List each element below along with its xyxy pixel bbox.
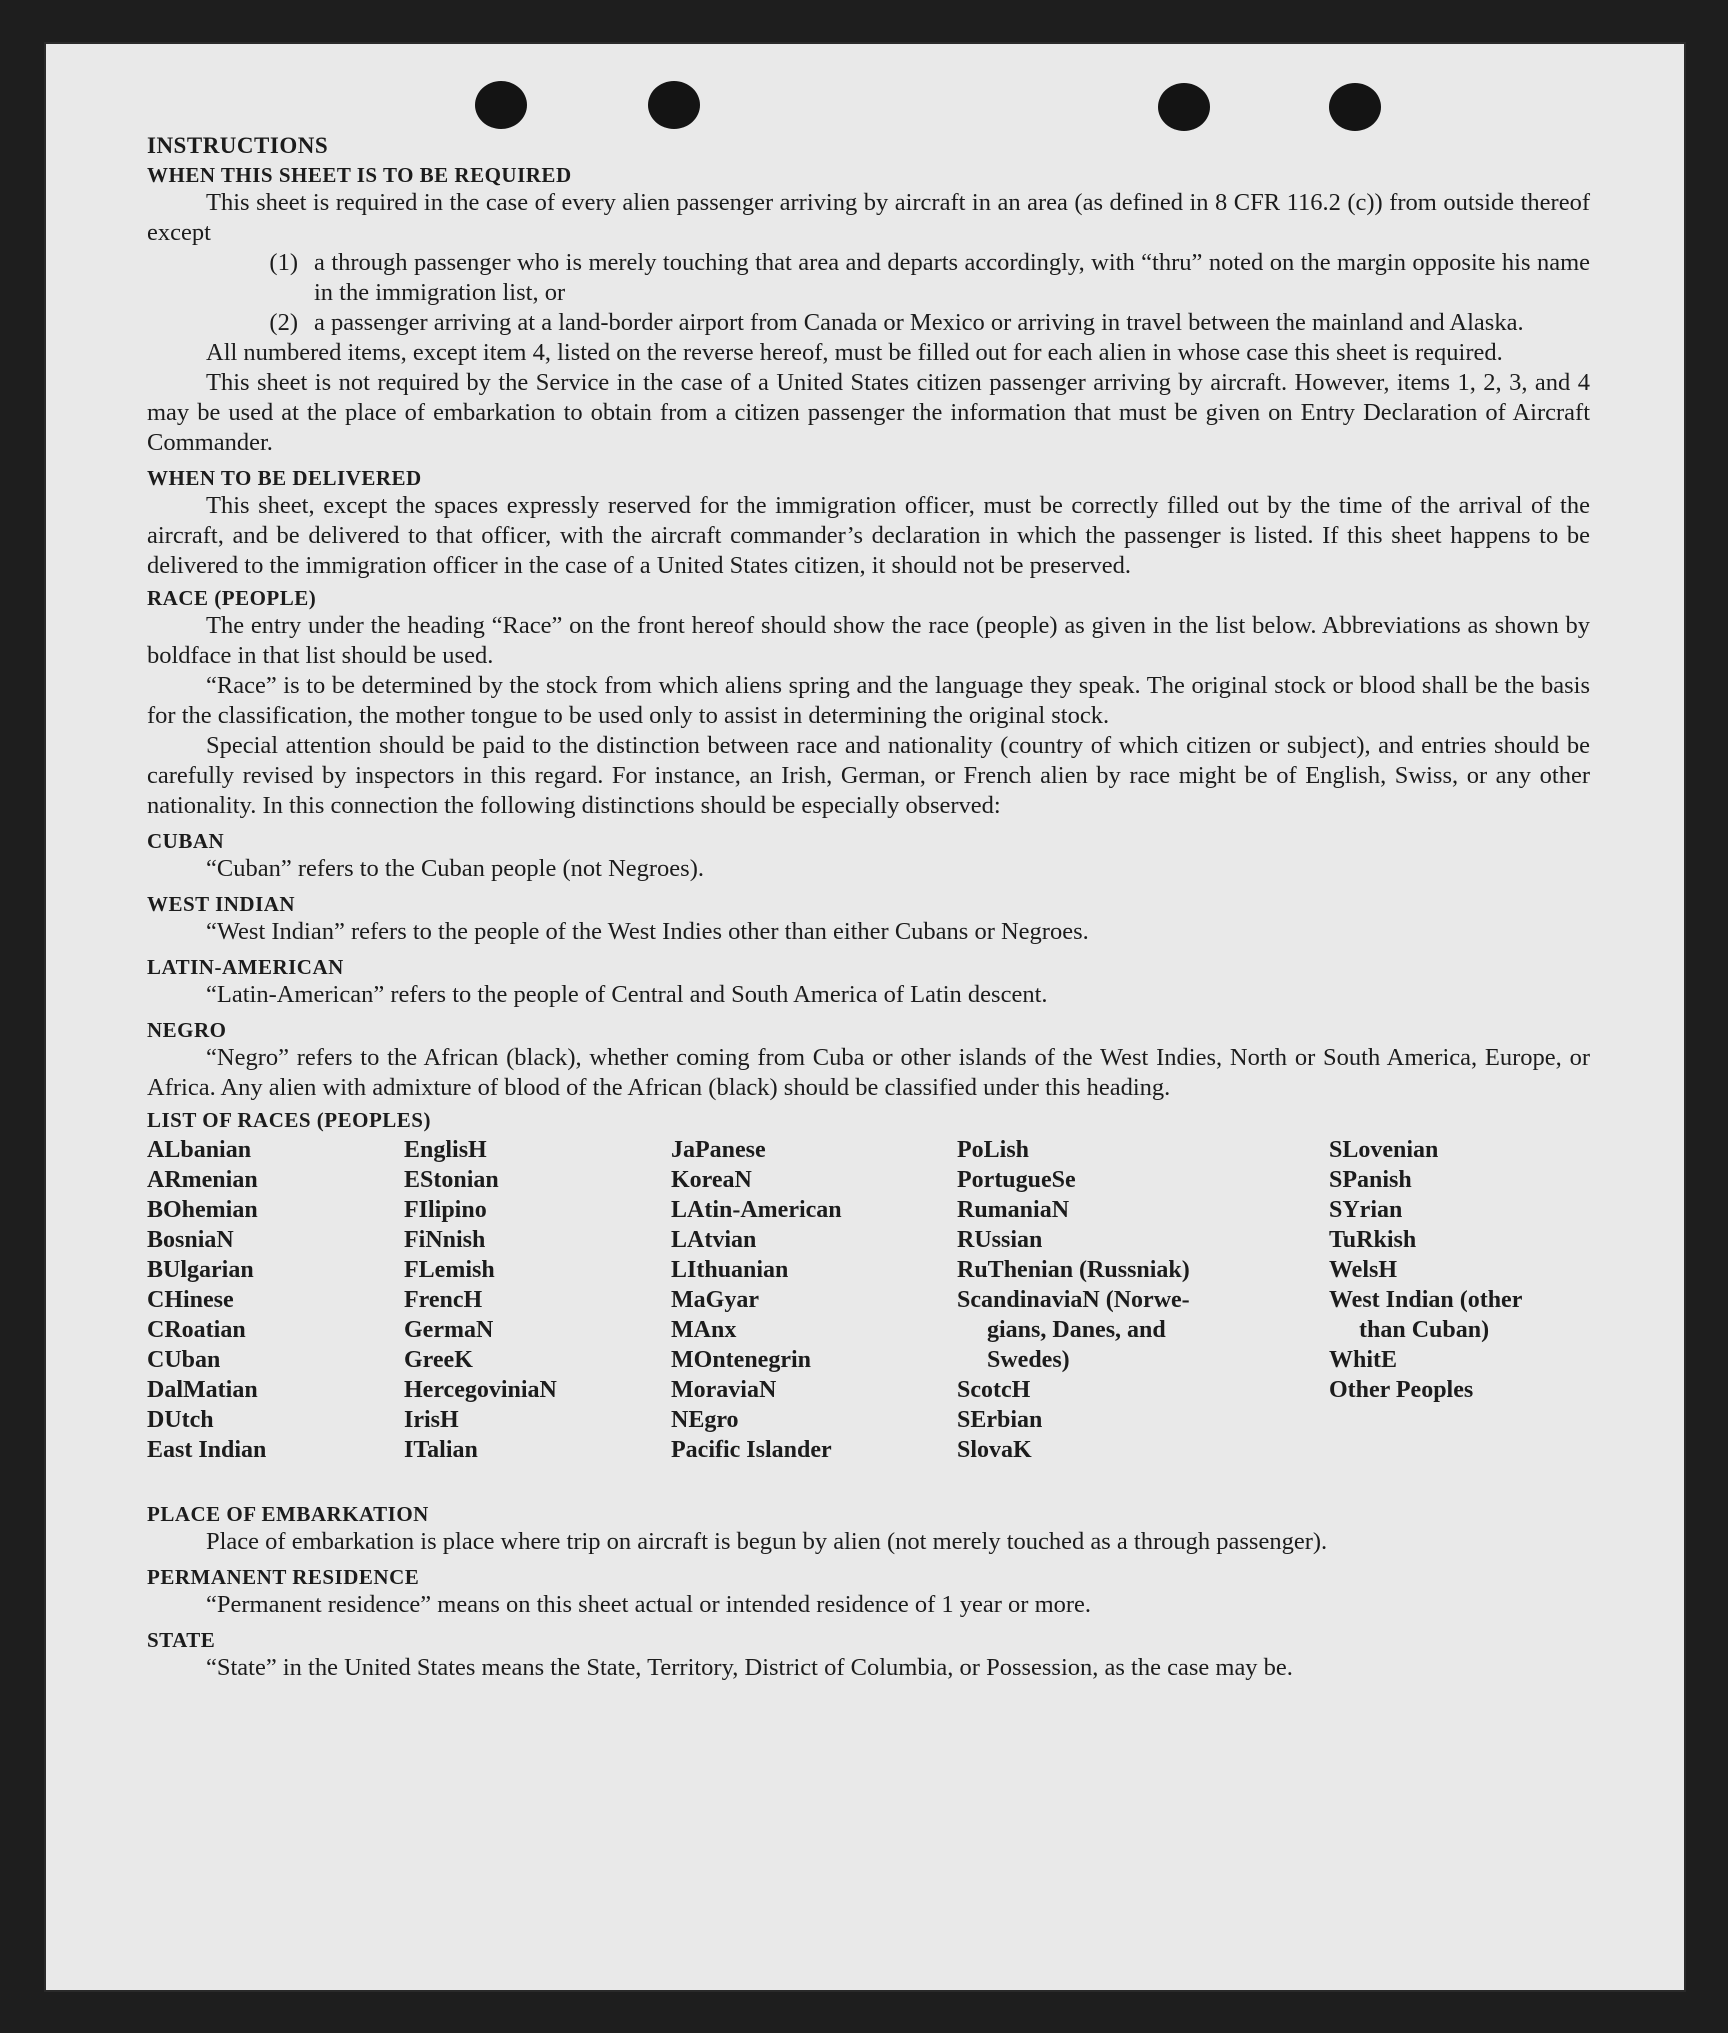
race-entry: ALbanian: [147, 1137, 252, 1163]
race-entry: SYrian: [1329, 1197, 1403, 1223]
race-entry: GreeK: [404, 1347, 473, 1373]
numbered-item: [147, 308, 1590, 338]
paragraph: “Race” is to be determined by the stock from which aliens spring and the language they speak. The original stock or blood shall be the basis for the classification, the mother tongue to be used only to assist in determining the original stock.: [147, 672, 1590, 729]
race-column: [404, 1135, 654, 1465]
race-entry: PortugueSe: [957, 1167, 1076, 1193]
heading-list-of-races: LIST OF RACES (PEOPLES): [147, 1108, 431, 1132]
race-entry: MoraviaN: [671, 1377, 777, 1403]
paragraph: “Latin-American” refers to the people of Central and South America of Latin descent.: [206, 981, 1048, 1008]
race-entry: Pacific Islander: [671, 1437, 832, 1463]
race-column: [147, 1135, 377, 1465]
race-entry: JaPanese: [671, 1137, 766, 1163]
heading-negro: NEGRO: [147, 1018, 227, 1042]
race-entry: WelsH: [1329, 1257, 1398, 1283]
race-entry: West Indian (other: [1329, 1287, 1523, 1313]
race-entry: BOhemian: [147, 1197, 258, 1223]
paragraph: “Cuban” refers to the Cuban people (not Negroes).: [206, 855, 704, 882]
race-entry: RuThenian (Russniak): [957, 1257, 1190, 1283]
race-entry: MOntenegrin: [671, 1347, 811, 1373]
race-entry: RUssian: [957, 1227, 1043, 1253]
paragraph: “State” in the United States means the State, Territory, District of Columbia, or Possession, as the case may be.: [206, 1654, 1293, 1681]
race-entry: CUban: [147, 1347, 221, 1373]
heading-latin-american: LATIN-AMERICAN: [147, 955, 344, 979]
race-entry: than Cuban): [1359, 1317, 1490, 1343]
race-entry: RumaniaN: [957, 1197, 1070, 1223]
race-entry: IrisH: [404, 1407, 459, 1433]
race-entry: DalMatian: [147, 1377, 258, 1403]
race-entry: FiNnish: [404, 1227, 486, 1253]
race-entry: PoLish: [957, 1137, 1030, 1163]
race-entry: MAnx: [671, 1317, 737, 1343]
item-text: a through passenger who is merely touching that area and departs accordingly, with “thru” noted on the margin opposite his name in the immigration list, or: [314, 249, 1590, 306]
race-entry: FrencH: [404, 1287, 483, 1313]
race-entry: Swedes): [987, 1347, 1070, 1373]
heading-when-delivered: WHEN TO BE DELIVERED: [147, 466, 422, 490]
race-entry: CHinese: [147, 1287, 234, 1313]
paragraph: “West Indian” refers to the people of the West Indies other than either Cubans or Negroes.: [206, 918, 1089, 945]
race-entry: BosniaN: [147, 1227, 234, 1253]
heading-when-required: WHEN THIS SHEET IS TO BE REQUIRED: [147, 163, 572, 187]
race-entry: ScotcH: [957, 1377, 1031, 1403]
race-entry: SlovaK: [957, 1437, 1032, 1463]
paragraph: This sheet is not required by the Service in the case of a United States citizen passenger arriving by aircraft. However, items 1, 2, 3, and 4 may be used at the place of embarkation to obtain from a citizen passenger the information that must be given on Entry Declaration of Aircraft Commander.: [147, 369, 1590, 456]
race-entry: WhitE: [1329, 1347, 1398, 1373]
paragraph: “Negro” refers to the African (black), whether coming from Cuba or other islands of the West Indies, North or South America, Europe, or Africa. Any alien with admixture of blood of the African (black) should be classified under this heading.: [147, 1044, 1590, 1101]
page-title: INSTRUCTIONS: [147, 133, 329, 158]
race-entry: FLemish: [404, 1257, 495, 1283]
document-page: [46, 44, 1684, 1990]
paragraph: Special attention should be paid to the distinction between race and nationality (country of which citizen or subject), and entries should be carefully revised by inspectors in this regard. For instance, an Irish, German, or French alien by race might be of English, Swiss, or any other nationality. In this connection the following distinctions should be especially observed:: [147, 732, 1590, 819]
item-number: (2): [269, 309, 298, 336]
race-entry: LIthuanian: [671, 1257, 789, 1283]
heading-cuban: CUBAN: [147, 829, 225, 853]
race-entry: HercegoviniaN: [404, 1377, 557, 1403]
race-entry: MaGyar: [671, 1287, 759, 1313]
item-number: (1): [269, 249, 298, 276]
paragraph: “Permanent residence” means on this sheet actual or intended residence of 1 year or more.: [206, 1591, 1092, 1618]
race-entry: ARmenian: [147, 1167, 258, 1193]
race-entry: ScandinaviaN (Norwe-: [957, 1287, 1190, 1313]
numbered-item: [147, 248, 1590, 308]
race-entry: TuRkish: [1329, 1227, 1417, 1253]
heading-place-of-embarkation: PLACE OF EMBARKATION: [147, 1502, 429, 1526]
race-entry: KoreaN: [671, 1167, 752, 1193]
race-entry: FIlipino: [404, 1197, 487, 1223]
race-entry: SLovenian: [1329, 1137, 1439, 1163]
race-entry: NEgro: [671, 1407, 739, 1433]
heading-west-indian: WEST INDIAN: [147, 892, 296, 916]
race-list: [147, 1135, 1590, 1497]
paragraph: Place of embarkation is place where trip on aircraft is begun by alien (not merely touched as a through passenger).: [206, 1528, 1328, 1555]
race-column: [1329, 1135, 1590, 1405]
race-entry: CRoatian: [147, 1317, 246, 1343]
race-entry: BUlgarian: [147, 1257, 254, 1283]
race-entry: gians, Danes, and: [987, 1317, 1166, 1343]
race-column: [957, 1135, 1287, 1465]
paragraph: All numbered items, except item 4, listed on the reverse hereof, must be filled out for each alien in whose case this sheet is required.: [206, 339, 1503, 366]
race-column: [671, 1135, 941, 1465]
paragraph: This sheet, except the spaces expressly reserved for the immigration officer, must be correctly filled out by the time of the arrival of the aircraft, and be delivered to that officer, with the aircraft commander’s declaration in which the passenger is listed. If this sheet happens to be delivered to the immigration officer in the case of a United States citizen, it should not be preserved.: [147, 492, 1590, 579]
race-entry: GermaN: [404, 1317, 494, 1343]
instructions-body: [147, 118, 1590, 1683]
race-entry: LAtin-American: [671, 1197, 842, 1223]
paragraph: This sheet is required in the case of every alien passenger arriving by aircraft in an area (as defined in 8 CFR 116.2 (c)) from outside thereof except: [147, 189, 1590, 246]
race-entry: SPanish: [1329, 1167, 1412, 1193]
race-entry: LAtvian: [671, 1227, 757, 1253]
race-entry: EStonian: [404, 1167, 499, 1193]
race-entry: Other Peoples: [1329, 1377, 1474, 1403]
race-entry: ITalian: [404, 1437, 478, 1463]
race-entry: DUtch: [147, 1407, 214, 1433]
race-entry: SErbian: [957, 1407, 1043, 1433]
item-text: a passenger arriving at a land-border airport from Canada or Mexico or arriving in travel between the mainland and Alaska.: [314, 309, 1524, 336]
heading-permanent-residence: PERMANENT RESIDENCE: [147, 1565, 420, 1589]
heading-race: RACE (PEOPLE): [147, 586, 317, 610]
race-entry: EnglisH: [404, 1137, 487, 1163]
paragraph: The entry under the heading “Race” on the front hereof should show the race (people) as given in the list below. Abbreviations as shown by boldface in that list should be used.: [147, 612, 1590, 669]
heading-state: STATE: [147, 1628, 216, 1652]
race-entry: East Indian: [147, 1437, 267, 1463]
